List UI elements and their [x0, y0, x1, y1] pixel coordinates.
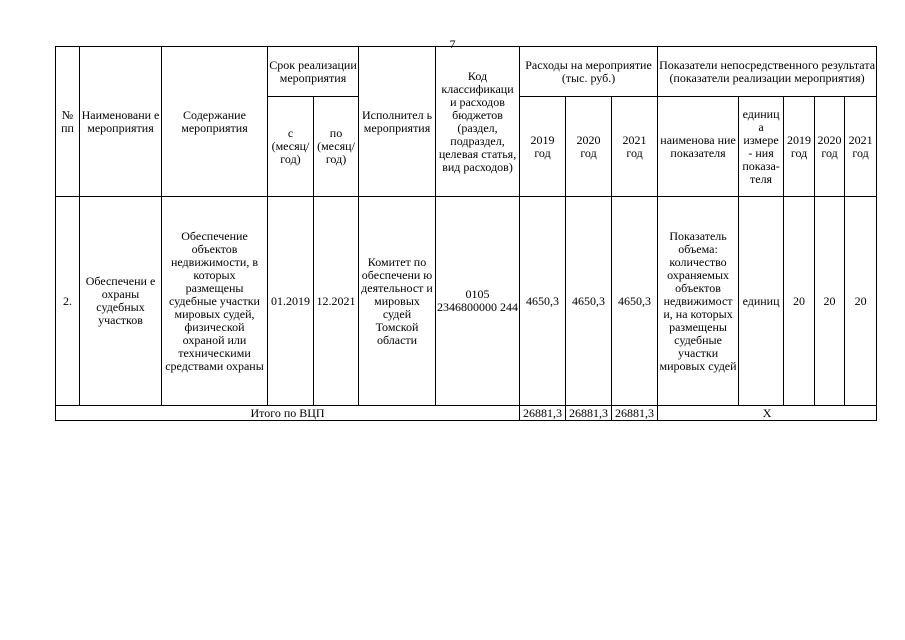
total-mark: Х [658, 406, 877, 421]
header-expenses: Расходы на мероприятие (тыс. руб.) [520, 47, 658, 97]
header-exp-2021: 2021 год [612, 97, 658, 197]
row-code: 0105 2346800000 244 [436, 197, 520, 406]
total-row [56, 406, 877, 421]
header-num: № пп [56, 47, 80, 197]
header-exp-2020: 2020 год [566, 97, 612, 197]
row-executor: Комитет по обеспечени ю деятельност и мировых судей Томской области [359, 197, 436, 406]
header-code: Код классификаци и расходов бюджетов (раздел, подраздел, целевая статья, вид расходов) [436, 47, 520, 197]
row-ind-2021: 20 [845, 197, 877, 406]
header-ind-name: наименова ние показателя [658, 97, 739, 197]
row-num: 2. [56, 197, 80, 406]
program-table [55, 46, 877, 421]
row-ind-unit: единиц [739, 197, 784, 406]
header-row-1 [56, 47, 877, 97]
header-executor: Исполнител ь мероприятия [359, 47, 436, 197]
total-label: Итого по ВЦП [56, 406, 520, 421]
header-term-to: по (месяц/ год) [314, 97, 359, 197]
header-ind-unit: единиц а измере - ния показа- теля [739, 97, 784, 197]
total-exp-2020: 26881,3 [566, 406, 612, 421]
header-term-from: с (месяц/ год) [268, 97, 314, 197]
header-term: Срок реализации мероприятия [268, 47, 359, 97]
row-ind-name: Показатель объема: количество охраняемых объектов недвижимост и, на которых размещены судебные участки мировых судей [658, 197, 739, 406]
total-exp-2021: 26881,3 [612, 406, 658, 421]
header-indicators: Показатели непосредственного результата (показатели реализации мероприятия) [658, 47, 877, 97]
page-number: 7 [449, 37, 456, 51]
row-exp-2021: 4650,3 [612, 197, 658, 406]
row-ind-2019: 20 [784, 197, 815, 406]
header-name: Наименовани е мероприятия [80, 47, 162, 197]
header-content: Содержание мероприятия [162, 47, 268, 197]
row-exp-2019: 4650,3 [520, 197, 566, 406]
total-exp-2019: 26881,3 [520, 406, 566, 421]
row-to: 12.2021 [314, 197, 359, 406]
header-ind-2021: 2021 год [845, 97, 877, 197]
row-exp-2020: 4650,3 [566, 197, 612, 406]
row-content: Обеспечение объектов недвижимости, в которых размещены судебные участки мировых судей, физической охраной или техническими средствами охраны [162, 197, 268, 406]
row-from: 01.2019 [268, 197, 314, 406]
header-exp-2019: 2019 год [520, 97, 566, 197]
table-row [56, 197, 877, 406]
row-name: Обеспечени е охраны судебных участков [80, 197, 162, 406]
header-ind-2019: 2019 год [784, 97, 815, 197]
row-ind-2020: 20 [815, 197, 845, 406]
header-ind-2020: 2020 год [815, 97, 845, 197]
